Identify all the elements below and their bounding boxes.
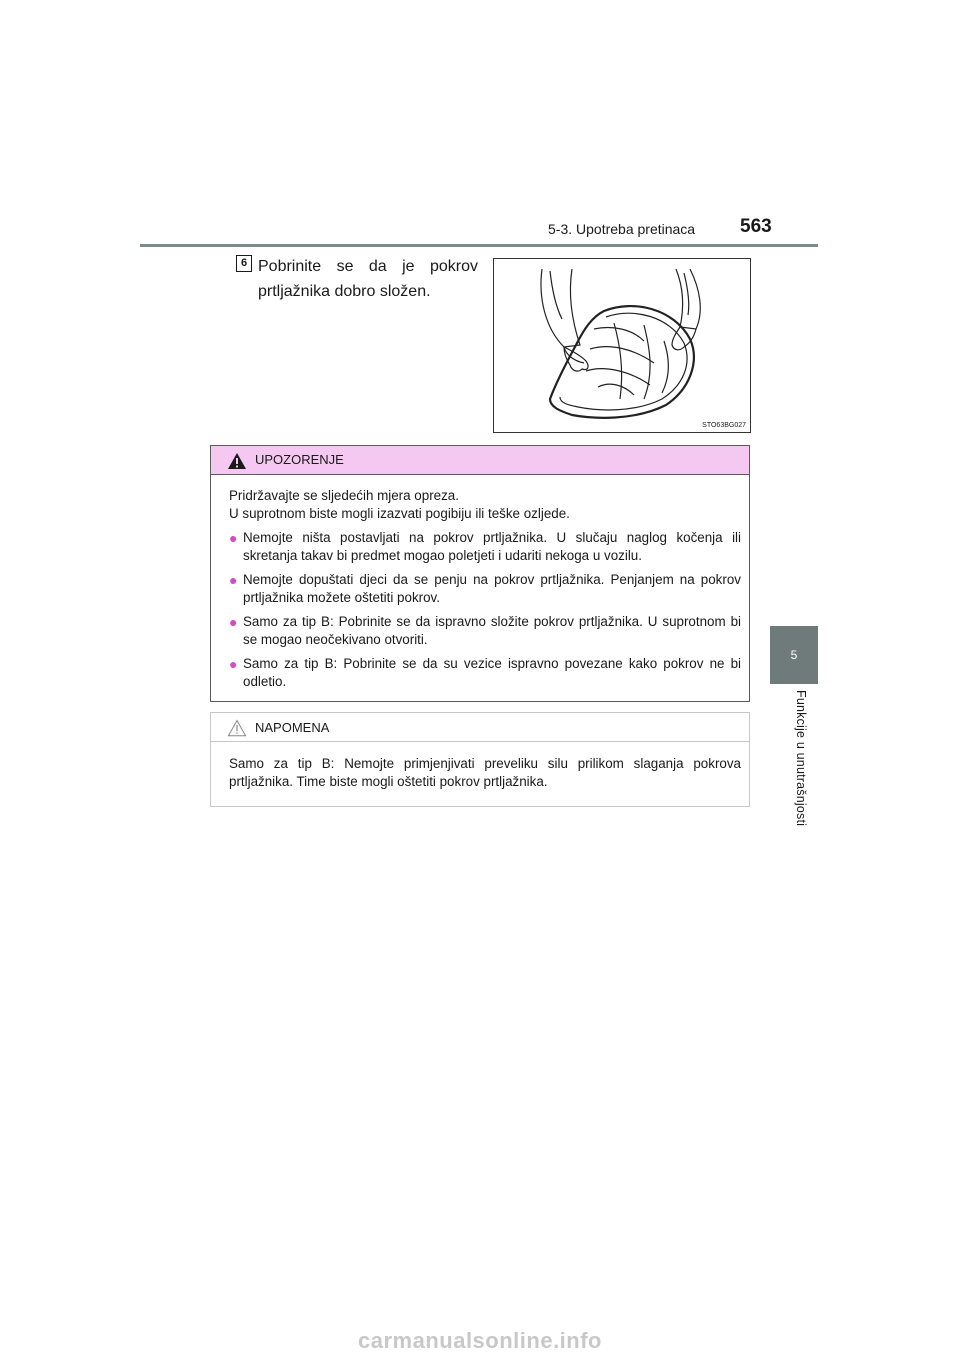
- site-watermark: carmanualsonline.info: [358, 1328, 602, 1353]
- warning-item: ● Nemojte dopuštati djeci da se penju na pokrov prtljažnika. Penjanjem na pokrov prtljažnika možete oštetiti pokrov.: [229, 572, 741, 605]
- note-text: Samo za tip B: Nemojte primjenjivati preveliku silu prilikom slaganja pokrova prtljažnika. Time biste mogli oštetiti pokrov prtljažnika.: [229, 756, 741, 789]
- warning-intro-line1: Pridržavajte se sljedećih mjera opreza.: [229, 488, 459, 503]
- warning-item: ● Samo za tip B: Pobrinite se da ispravno složite pokrov prtljažnika. U suprotnom bi se mogao neočekivano otvoriti.: [229, 614, 741, 647]
- warning-header: [211, 446, 749, 475]
- warning-intro-line2: U suprotnom biste mogli izazvati pogibiju ili teške ozljede.: [229, 506, 570, 521]
- bullet-icon: ●: [229, 656, 238, 672]
- caution-triangle-icon: [227, 719, 247, 737]
- warning-triangle-icon: [227, 452, 247, 470]
- note-box: [210, 712, 750, 807]
- chapter-tab: 5: [770, 626, 818, 684]
- warning-body: [211, 475, 749, 691]
- warning-title: UPOZORENJE: [255, 452, 344, 467]
- page-number: 563: [740, 216, 772, 237]
- header-divider: [140, 244, 818, 247]
- bullet-icon: ●: [229, 530, 238, 546]
- folded-cover-drawing: [494, 259, 750, 432]
- note-header: [211, 713, 749, 742]
- bullet-icon: ●: [229, 572, 238, 588]
- warning-item: ● Samo za tip B: Pobrinite se da su vezice ispravno povezane kako pokrov ne bi odletio.: [229, 656, 741, 689]
- warning-box: [210, 445, 750, 702]
- section-title: 5-3. Upotreba pretinaca: [548, 221, 696, 237]
- step-number-badge: 6: [236, 255, 252, 272]
- bullet-icon: ●: [229, 614, 238, 630]
- illustration-code: STO63BG027: [702, 422, 746, 429]
- cover-folding-illustration: [493, 258, 751, 433]
- note-title: NAPOMENA: [255, 720, 330, 735]
- warning-list: [229, 529, 741, 691]
- chapter-title: Funkcije u unutrašnjosti: [794, 690, 808, 827]
- step-instruction: Pobrinite se da je pokrov prtljažnika dobro složen.: [258, 258, 478, 300]
- warning-item: ● Nemojte ništa postavljati na pokrov prtljažnika. U slučaju naglog kočenja ili skretanja takav bi predmet mogao poletjeti i udariti nekoga u vozilu.: [229, 530, 741, 563]
